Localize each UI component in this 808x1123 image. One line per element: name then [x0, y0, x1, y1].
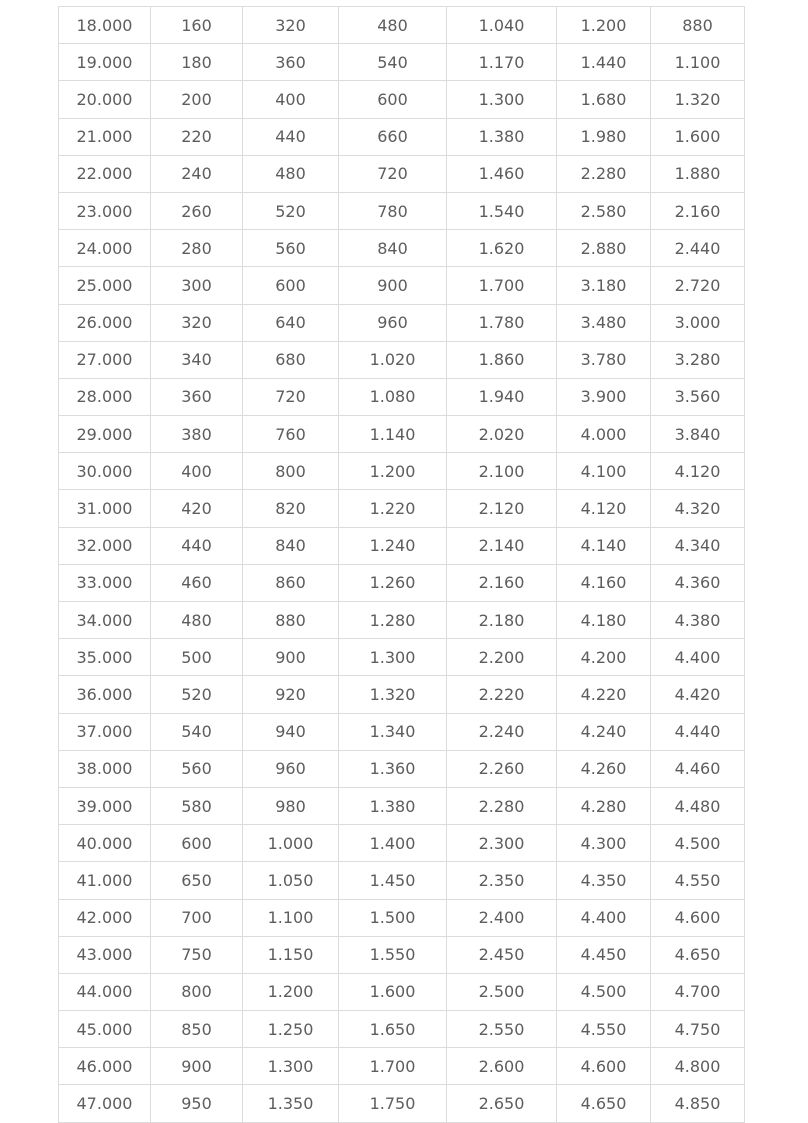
table-cell: 2.260 [447, 750, 557, 787]
table-cell: 1.440 [557, 44, 651, 81]
table-cell: 600 [151, 825, 243, 862]
table-cell: 260 [151, 192, 243, 229]
table-cell: 760 [243, 416, 339, 453]
table-row [59, 44, 745, 81]
table-cell: 29.000 [59, 416, 151, 453]
table-cell: 4.440 [651, 713, 745, 750]
table-cell: 720 [339, 155, 447, 192]
table-row [59, 676, 745, 713]
table-row [59, 936, 745, 973]
table-row [59, 118, 745, 155]
table-cell: 2.720 [651, 267, 745, 304]
table-cell: 360 [243, 44, 339, 81]
table-cell: 4.140 [557, 527, 651, 564]
table-row [59, 304, 745, 341]
table-row [59, 155, 745, 192]
table-cell: 1.780 [447, 304, 557, 341]
table-cell: 320 [243, 7, 339, 44]
table-cell: 31.000 [59, 490, 151, 527]
table-cell: 36.000 [59, 676, 151, 713]
table-cell: 660 [339, 118, 447, 155]
table-cell: 1.650 [339, 1011, 447, 1048]
table-cell: 4.240 [557, 713, 651, 750]
table-cell: 4.120 [557, 490, 651, 527]
table-cell: 1.250 [243, 1011, 339, 1048]
table-row [59, 564, 745, 601]
table-cell: 1.380 [447, 118, 557, 155]
table-cell: 240 [151, 155, 243, 192]
table-cell: 1.200 [339, 453, 447, 490]
table-cell: 1.550 [339, 936, 447, 973]
table-cell: 38.000 [59, 750, 151, 787]
table-cell: 1.300 [243, 1048, 339, 1085]
table-cell: 1.600 [339, 973, 447, 1010]
table-cell: 380 [151, 416, 243, 453]
table-cell: 22.000 [59, 155, 151, 192]
table-cell: 4.180 [557, 602, 651, 639]
table-cell: 2.160 [447, 564, 557, 601]
table-cell: 780 [339, 192, 447, 229]
table-cell: 4.400 [651, 639, 745, 676]
table-cell: 18.000 [59, 7, 151, 44]
table-cell: 300 [151, 267, 243, 304]
table-cell: 4.850 [651, 1085, 745, 1122]
table-row [59, 602, 745, 639]
table-cell: 1.880 [651, 155, 745, 192]
table-cell: 520 [151, 676, 243, 713]
table-cell: 220 [151, 118, 243, 155]
table-cell: 4.650 [651, 936, 745, 973]
table-cell: 21.000 [59, 118, 151, 155]
table-cell: 3.560 [651, 378, 745, 415]
table-cell: 420 [151, 490, 243, 527]
table-cell: 3.180 [557, 267, 651, 304]
table-cell: 2.160 [651, 192, 745, 229]
table-cell: 720 [243, 378, 339, 415]
table-cell: 1.940 [447, 378, 557, 415]
table-cell: 2.140 [447, 527, 557, 564]
table-row [59, 527, 745, 564]
table-cell: 46.000 [59, 1048, 151, 1085]
table-cell: 40.000 [59, 825, 151, 862]
table-cell: 700 [151, 899, 243, 936]
table-cell: 1.170 [447, 44, 557, 81]
table-row [59, 453, 745, 490]
table-cell: 1.020 [339, 341, 447, 378]
table-cell: 1.700 [339, 1048, 447, 1085]
table-cell: 4.120 [651, 453, 745, 490]
table-cell: 33.000 [59, 564, 151, 601]
table-cell: 3.000 [651, 304, 745, 341]
table-cell: 44.000 [59, 973, 151, 1010]
table-cell: 27.000 [59, 341, 151, 378]
table-cell: 1.320 [651, 81, 745, 118]
table-cell: 440 [243, 118, 339, 155]
table-cell: 4.450 [557, 936, 651, 973]
table-cell: 2.200 [447, 639, 557, 676]
table-cell: 2.100 [447, 453, 557, 490]
table-cell: 42.000 [59, 899, 151, 936]
table-cell: 1.140 [339, 416, 447, 453]
table-cell: 1.360 [339, 750, 447, 787]
table-cell: 47.000 [59, 1085, 151, 1122]
table-cell: 840 [339, 230, 447, 267]
table-cell: 1.200 [557, 7, 651, 44]
table-cell: 2.280 [447, 787, 557, 824]
table-row [59, 1085, 745, 1122]
table-cell: 1.300 [339, 639, 447, 676]
table-cell: 2.300 [447, 825, 557, 862]
table-cell: 880 [243, 602, 339, 639]
table-cell: 4.420 [651, 676, 745, 713]
table-container [58, 6, 745, 1123]
table-cell: 25.000 [59, 267, 151, 304]
table-cell: 820 [243, 490, 339, 527]
table-cell: 400 [243, 81, 339, 118]
table-cell: 1.100 [243, 899, 339, 936]
table-cell: 4.650 [557, 1085, 651, 1122]
table-cell: 950 [151, 1085, 243, 1122]
table-cell: 2.220 [447, 676, 557, 713]
table-cell: 440 [151, 527, 243, 564]
table-row [59, 750, 745, 787]
table-cell: 45.000 [59, 1011, 151, 1048]
table-cell: 30.000 [59, 453, 151, 490]
table-cell: 1.400 [339, 825, 447, 862]
table-cell: 4.160 [557, 564, 651, 601]
table-cell: 26.000 [59, 304, 151, 341]
table-cell: 340 [151, 341, 243, 378]
table-cell: 1.150 [243, 936, 339, 973]
table-cell: 4.600 [651, 899, 745, 936]
table-row [59, 416, 745, 453]
table-cell: 3.900 [557, 378, 651, 415]
table-cell: 960 [243, 750, 339, 787]
table-cell: 1.500 [339, 899, 447, 936]
table-cell: 23.000 [59, 192, 151, 229]
table-cell: 940 [243, 713, 339, 750]
table-cell: 2.280 [557, 155, 651, 192]
table-cell: 860 [243, 564, 339, 601]
table-cell: 1.380 [339, 787, 447, 824]
table-cell: 840 [243, 527, 339, 564]
table-cell: 1.040 [447, 7, 557, 44]
table-cell: 19.000 [59, 44, 151, 81]
table-cell: 900 [243, 639, 339, 676]
table-row [59, 378, 745, 415]
table-row [59, 1011, 745, 1048]
table-cell: 1.860 [447, 341, 557, 378]
table-row [59, 81, 745, 118]
table-cell: 540 [151, 713, 243, 750]
table-cell: 1.300 [447, 81, 557, 118]
table-cell: 960 [339, 304, 447, 341]
table-cell: 4.320 [651, 490, 745, 527]
table-cell: 28.000 [59, 378, 151, 415]
table-cell: 4.500 [651, 825, 745, 862]
table-cell: 1.680 [557, 81, 651, 118]
table-row [59, 973, 745, 1010]
table-cell: 2.350 [447, 862, 557, 899]
table-cell: 4.550 [651, 862, 745, 899]
table-cell: 900 [151, 1048, 243, 1085]
table-cell: 500 [151, 639, 243, 676]
table-cell: 24.000 [59, 230, 151, 267]
table-cell: 4.380 [651, 602, 745, 639]
table-cell: 1.100 [651, 44, 745, 81]
table-cell: 1.000 [243, 825, 339, 862]
table-cell: 2.120 [447, 490, 557, 527]
table-cell: 2.880 [557, 230, 651, 267]
table-cell: 2.500 [447, 973, 557, 1010]
table-cell: 1.350 [243, 1085, 339, 1122]
table-cell: 2.020 [447, 416, 557, 453]
table-cell: 4.260 [557, 750, 651, 787]
table-cell: 4.350 [557, 862, 651, 899]
table-cell: 1.260 [339, 564, 447, 601]
table-body [59, 7, 745, 1123]
table-cell: 1.700 [447, 267, 557, 304]
table-cell: 480 [243, 155, 339, 192]
table-cell: 1.460 [447, 155, 557, 192]
table-cell: 680 [243, 341, 339, 378]
table-cell: 1.540 [447, 192, 557, 229]
table-cell: 4.000 [557, 416, 651, 453]
table-cell: 4.750 [651, 1011, 745, 1048]
table-cell: 4.700 [651, 973, 745, 1010]
table-cell: 600 [243, 267, 339, 304]
table-cell: 4.340 [651, 527, 745, 564]
table-cell: 360 [151, 378, 243, 415]
table-cell: 2.650 [447, 1085, 557, 1122]
table-row [59, 862, 745, 899]
table-cell: 2.550 [447, 1011, 557, 1048]
table-cell: 34.000 [59, 602, 151, 639]
table-cell: 2.450 [447, 936, 557, 973]
table-cell: 1.620 [447, 230, 557, 267]
table-cell: 32.000 [59, 527, 151, 564]
table-cell: 880 [651, 7, 745, 44]
table-cell: 4.200 [557, 639, 651, 676]
table-cell: 800 [243, 453, 339, 490]
table-cell: 160 [151, 7, 243, 44]
table-cell: 900 [339, 267, 447, 304]
table-row [59, 639, 745, 676]
table-row [59, 825, 745, 862]
table-cell: 560 [151, 750, 243, 787]
table-row [59, 7, 745, 44]
table-cell: 2.180 [447, 602, 557, 639]
table-cell: 4.460 [651, 750, 745, 787]
table-cell: 37.000 [59, 713, 151, 750]
table-cell: 480 [339, 7, 447, 44]
table-cell: 4.480 [651, 787, 745, 824]
table-cell: 2.580 [557, 192, 651, 229]
table-cell: 35.000 [59, 639, 151, 676]
table-row [59, 490, 745, 527]
table-cell: 39.000 [59, 787, 151, 824]
table-cell: 980 [243, 787, 339, 824]
table-cell: 2.240 [447, 713, 557, 750]
table-cell: 2.600 [447, 1048, 557, 1085]
table-cell: 580 [151, 787, 243, 824]
table-cell: 4.800 [651, 1048, 745, 1085]
table-cell: 640 [243, 304, 339, 341]
table-cell: 1.750 [339, 1085, 447, 1122]
table-cell: 280 [151, 230, 243, 267]
table-cell: 4.600 [557, 1048, 651, 1085]
table-cell: 1.280 [339, 602, 447, 639]
table-row [59, 787, 745, 824]
table-cell: 4.400 [557, 899, 651, 936]
table-cell: 920 [243, 676, 339, 713]
table-row [59, 267, 745, 304]
table-cell: 3.840 [651, 416, 745, 453]
table-cell: 750 [151, 936, 243, 973]
table-cell: 320 [151, 304, 243, 341]
table-cell: 20.000 [59, 81, 151, 118]
table-cell: 3.780 [557, 341, 651, 378]
table-row [59, 713, 745, 750]
table-cell: 200 [151, 81, 243, 118]
table-cell: 4.550 [557, 1011, 651, 1048]
table-cell: 2.400 [447, 899, 557, 936]
table-cell: 1.220 [339, 490, 447, 527]
table-cell: 480 [151, 602, 243, 639]
table-cell: 4.360 [651, 564, 745, 601]
table-row [59, 1048, 745, 1085]
table-cell: 41.000 [59, 862, 151, 899]
table-row [59, 192, 745, 229]
table-cell: 4.280 [557, 787, 651, 824]
table-cell: 1.240 [339, 527, 447, 564]
table-cell: 400 [151, 453, 243, 490]
table-cell: 1.600 [651, 118, 745, 155]
table-cell: 2.440 [651, 230, 745, 267]
table-cell: 650 [151, 862, 243, 899]
table-cell: 1.450 [339, 862, 447, 899]
table-cell: 1.050 [243, 862, 339, 899]
table-cell: 4.220 [557, 676, 651, 713]
table-cell: 1.080 [339, 378, 447, 415]
table-row [59, 230, 745, 267]
table-cell: 1.320 [339, 676, 447, 713]
table-cell: 4.100 [557, 453, 651, 490]
table-cell: 520 [243, 192, 339, 229]
table-row [59, 341, 745, 378]
table-cell: 4.500 [557, 973, 651, 1010]
table-cell: 3.480 [557, 304, 651, 341]
table-cell: 3.280 [651, 341, 745, 378]
table-cell: 43.000 [59, 936, 151, 973]
table-cell: 850 [151, 1011, 243, 1048]
table-cell: 1.340 [339, 713, 447, 750]
table-cell: 460 [151, 564, 243, 601]
table-cell: 800 [151, 973, 243, 1010]
table-row [59, 899, 745, 936]
table-cell: 1.980 [557, 118, 651, 155]
table-cell: 180 [151, 44, 243, 81]
table-cell: 1.200 [243, 973, 339, 1010]
table-cell: 560 [243, 230, 339, 267]
table-cell: 4.300 [557, 825, 651, 862]
table-cell: 600 [339, 81, 447, 118]
data-table [58, 6, 745, 1123]
table-cell: 540 [339, 44, 447, 81]
